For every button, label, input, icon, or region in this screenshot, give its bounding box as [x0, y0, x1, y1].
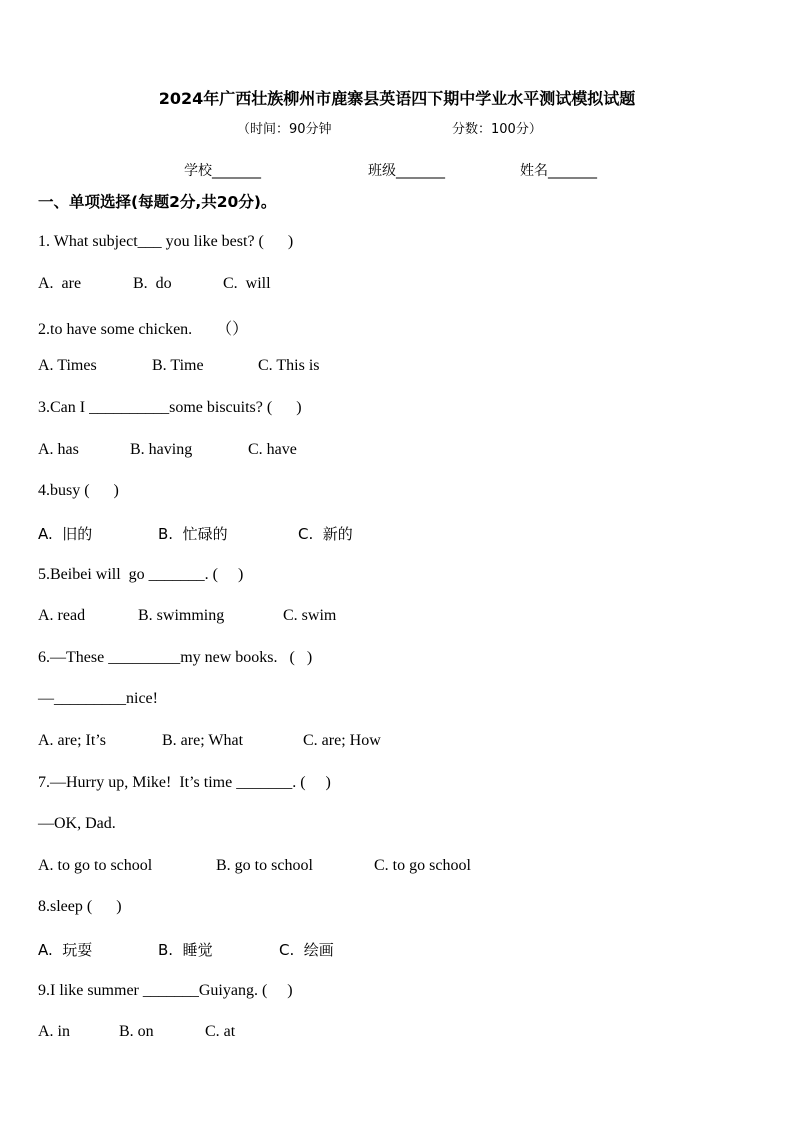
question-4-stem: 4.busy ( )	[38, 482, 119, 499]
question-6-stem: 6.—These _________my new books. ( )	[38, 649, 313, 666]
option-c: C. to go school	[374, 857, 471, 874]
option-b: B. Time	[152, 357, 204, 374]
option-b: B. 忙碌的	[158, 525, 228, 543]
exam-score: 分数：100分）	[452, 122, 542, 137]
option-c: C. are; How	[303, 732, 381, 749]
question-5-stem: 5.Beibei will go _______. ( )	[38, 566, 244, 583]
option-a: A. in	[38, 1023, 70, 1040]
question-9-stem: 9.I like summer _______Guiyang. ( )	[38, 982, 293, 999]
page-title: 2024年广西壮族柳州市鹿寨县英语四下期中学业水平测试模拟试题	[158, 89, 636, 108]
question-9-options	[38, 1023, 236, 1113]
option-a: A. has	[38, 441, 79, 458]
option-c: C. This is	[258, 357, 320, 374]
section-title: 一、单项选择(每题2分,共20分)。	[38, 193, 277, 211]
option-c: C. 绘画	[279, 941, 334, 959]
option-c: C. swim	[283, 607, 337, 624]
exam-time: （时间：90分钟	[237, 122, 332, 137]
school-field: 学校_______	[184, 163, 261, 179]
question-7-reply: —OK, Dad.	[38, 815, 116, 832]
option-c: C. will	[223, 275, 271, 292]
option-a: A. to go to school	[38, 857, 153, 874]
question-2-stem: 2.to have some chicken. （）	[38, 321, 249, 338]
question-7-stem: 7.—Hurry up, Mike! It’s time _______. ( )	[38, 774, 331, 791]
question-8-stem: 8.sleep ( )	[38, 898, 122, 915]
option-b: B. 睡觉	[158, 941, 213, 959]
option-a: A. are	[38, 275, 82, 292]
option-b: B. go to school	[216, 857, 313, 874]
option-b: B. are; What	[162, 732, 244, 749]
option-a: A. 玩耍	[38, 941, 93, 959]
name-field: 姓名_______	[520, 163, 597, 179]
option-a: A. 旧的	[38, 525, 93, 543]
option-b: B. swimming	[138, 607, 225, 624]
class-field: 班级_______	[368, 163, 445, 179]
option-c: C. at	[205, 1023, 236, 1040]
option-a: A. are; It’s	[38, 732, 106, 749]
option-c: C. 新的	[298, 525, 353, 543]
question-1-stem: 1. What subject___ you like best? ( )	[38, 233, 294, 250]
question-6-reply: —_________nice!	[38, 690, 158, 707]
option-a: A. read	[38, 607, 86, 624]
option-a: A. Times	[38, 357, 97, 374]
option-b: B. do	[133, 275, 172, 292]
option-b: B. on	[119, 1023, 154, 1040]
option-b: B. having	[130, 441, 193, 458]
option-c: C. have	[248, 441, 297, 458]
question-3-stem: 3.Can I __________some biscuits? ( )	[38, 399, 302, 416]
